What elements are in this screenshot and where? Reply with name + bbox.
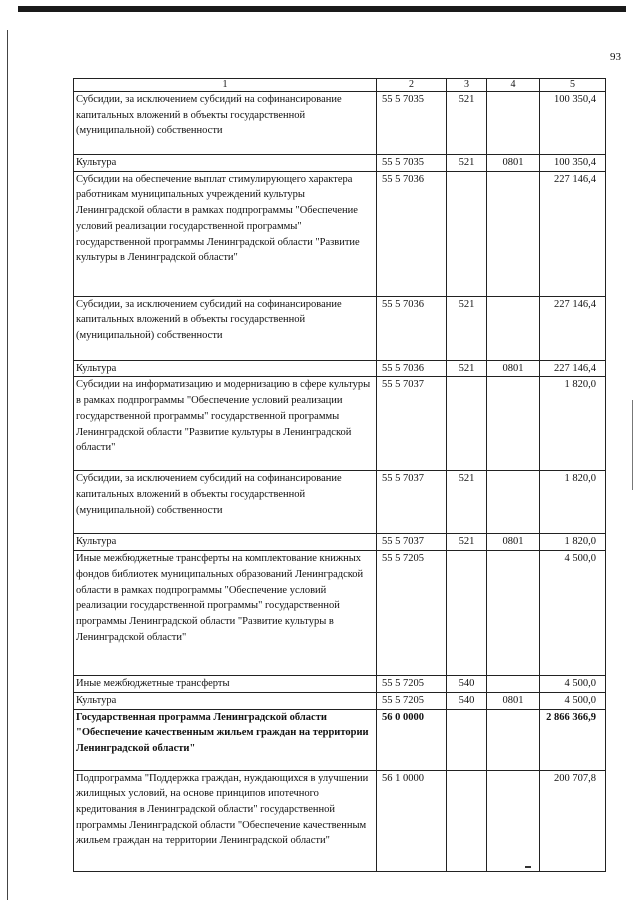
row-amount: 1 820,0 bbox=[540, 471, 606, 534]
row-name: Культура bbox=[74, 155, 377, 172]
row-section bbox=[487, 377, 540, 471]
row-name: Субсидии на информатизацию и модернизацию в сфере культуры в рамках подпрограммы "Обеспечение условий реализации государственной программы" государственной программы Ленинградской области "Развитие культуры в Ленинградской области" bbox=[74, 377, 377, 471]
row-section bbox=[487, 471, 540, 534]
row-expense-type bbox=[447, 770, 487, 871]
row-amount: 227 146,4 bbox=[540, 171, 606, 296]
row-section bbox=[487, 296, 540, 360]
table-row bbox=[74, 92, 606, 155]
row-section bbox=[487, 676, 540, 693]
header-col-3: 3 bbox=[447, 79, 487, 92]
table-row bbox=[74, 551, 606, 676]
row-code: 55 5 7205 bbox=[377, 692, 447, 709]
row-name: Культура bbox=[74, 692, 377, 709]
row-name: Субсидии, за исключением субсидий на софинансирование капитальных вложений в объекты государственной (муниципальной) собственности bbox=[74, 92, 377, 155]
row-amount: 227 146,4 bbox=[540, 296, 606, 360]
table-row bbox=[74, 155, 606, 172]
row-expense-type bbox=[447, 377, 487, 471]
row-name: Культура bbox=[74, 534, 377, 551]
table-row bbox=[74, 360, 606, 377]
row-section bbox=[487, 770, 540, 871]
row-name: Субсидии, за исключением субсидий на софинансирование капитальных вложений в объекты государственной (муниципальной) собственности bbox=[74, 471, 377, 534]
row-amount: 1 820,0 bbox=[540, 377, 606, 471]
row-section: 0801 bbox=[487, 360, 540, 377]
row-code: 55 5 7036 bbox=[377, 296, 447, 360]
row-name: Иные межбюджетные трансферты bbox=[74, 676, 377, 693]
header-col-4: 4 bbox=[487, 79, 540, 92]
row-code: 55 5 7037 bbox=[377, 471, 447, 534]
row-amount: 4 500,0 bbox=[540, 551, 606, 676]
table-row bbox=[74, 709, 606, 770]
row-name: Культура bbox=[74, 360, 377, 377]
row-code: 55 5 7035 bbox=[377, 92, 447, 155]
row-amount: 1 820,0 bbox=[540, 534, 606, 551]
table-row bbox=[74, 377, 606, 471]
row-code: 55 5 7037 bbox=[377, 377, 447, 471]
row-section bbox=[487, 709, 540, 770]
row-name: Государственная программа Ленинградской области "Обеспечение качественным жильем граждан на территории Ленинградской области" bbox=[74, 709, 377, 770]
row-expense-type: 521 bbox=[447, 92, 487, 155]
row-section bbox=[487, 92, 540, 155]
table-row bbox=[74, 770, 606, 871]
row-amount: 100 350,4 bbox=[540, 92, 606, 155]
table-row bbox=[74, 171, 606, 296]
row-section: 0801 bbox=[487, 534, 540, 551]
table-body bbox=[74, 92, 606, 872]
row-expense-type: 521 bbox=[447, 360, 487, 377]
row-amount: 100 350,4 bbox=[540, 155, 606, 172]
header-col-5: 5 bbox=[540, 79, 606, 92]
table-header-row bbox=[74, 79, 606, 92]
right-scan-edge bbox=[632, 400, 633, 490]
row-name: Субсидии, за исключением субсидий на софинансирование капитальных вложений в объекты государственной (муниципальной) собственности bbox=[74, 296, 377, 360]
row-amount: 4 500,0 bbox=[540, 692, 606, 709]
row-expense-type: 540 bbox=[447, 692, 487, 709]
row-expense-type: 521 bbox=[447, 155, 487, 172]
row-expense-type bbox=[447, 171, 487, 296]
header-col-1: 1 bbox=[74, 79, 377, 92]
row-expense-type: 521 bbox=[447, 471, 487, 534]
row-name: Подпрограмма "Поддержка граждан, нуждающихся в улучшении жилищных условий, на основе принципов ипотечного кредитования в Ленинградской области" государственной программы Ленинградской области "Обеспечение качественным жильем граждан на территории Ленинградской области" bbox=[74, 770, 377, 871]
row-name: Иные межбюджетные трансферты на комплектование книжных фондов библиотек муниципальных образований Ленинградской области в рамках подпрограммы "Обеспечение условий реализации государственной программы" государственной программы Ленинградской области "Развитие культуры в Ленинградской области" bbox=[74, 551, 377, 676]
row-expense-type bbox=[447, 709, 487, 770]
table-row bbox=[74, 534, 606, 551]
table-row bbox=[74, 471, 606, 534]
row-section: 0801 bbox=[487, 692, 540, 709]
table-row bbox=[74, 692, 606, 709]
table-row bbox=[74, 296, 606, 360]
row-expense-type: 521 bbox=[447, 296, 487, 360]
row-code: 56 1 0000 bbox=[377, 770, 447, 871]
row-code: 55 5 7205 bbox=[377, 551, 447, 676]
row-code: 55 5 7037 bbox=[377, 534, 447, 551]
row-section: 0801 bbox=[487, 155, 540, 172]
header-col-2: 2 bbox=[377, 79, 447, 92]
page-number: 93 bbox=[610, 51, 621, 63]
row-amount: 227 146,4 bbox=[540, 360, 606, 377]
top-border-rule bbox=[18, 6, 626, 12]
row-expense-type: 521 bbox=[447, 534, 487, 551]
row-code: 55 5 7036 bbox=[377, 360, 447, 377]
row-code: 55 5 7205 bbox=[377, 676, 447, 693]
row-name: Субсидии на обеспечение выплат стимулирующего характера работникам муниципальных учреждений культуры Ленинградской области в рамках подпрограммы "Обеспечение условий реализации государственной программы" государственной программы Ленинградской области "Развитие культуры в Ленинградской области" bbox=[74, 171, 377, 296]
row-amount: 2 866 366,9 bbox=[540, 709, 606, 770]
row-amount: 4 500,0 bbox=[540, 676, 606, 693]
row-section bbox=[487, 551, 540, 676]
budget-table bbox=[73, 78, 606, 872]
row-code: 56 0 0000 bbox=[377, 709, 447, 770]
row-expense-type bbox=[447, 551, 487, 676]
row-amount: 200 707,8 bbox=[540, 770, 606, 871]
row-code: 55 5 7036 bbox=[377, 171, 447, 296]
row-section bbox=[487, 171, 540, 296]
left-scan-edge bbox=[7, 30, 8, 900]
row-code: 55 5 7035 bbox=[377, 155, 447, 172]
row-expense-type: 540 bbox=[447, 676, 487, 693]
table-row bbox=[74, 676, 606, 693]
